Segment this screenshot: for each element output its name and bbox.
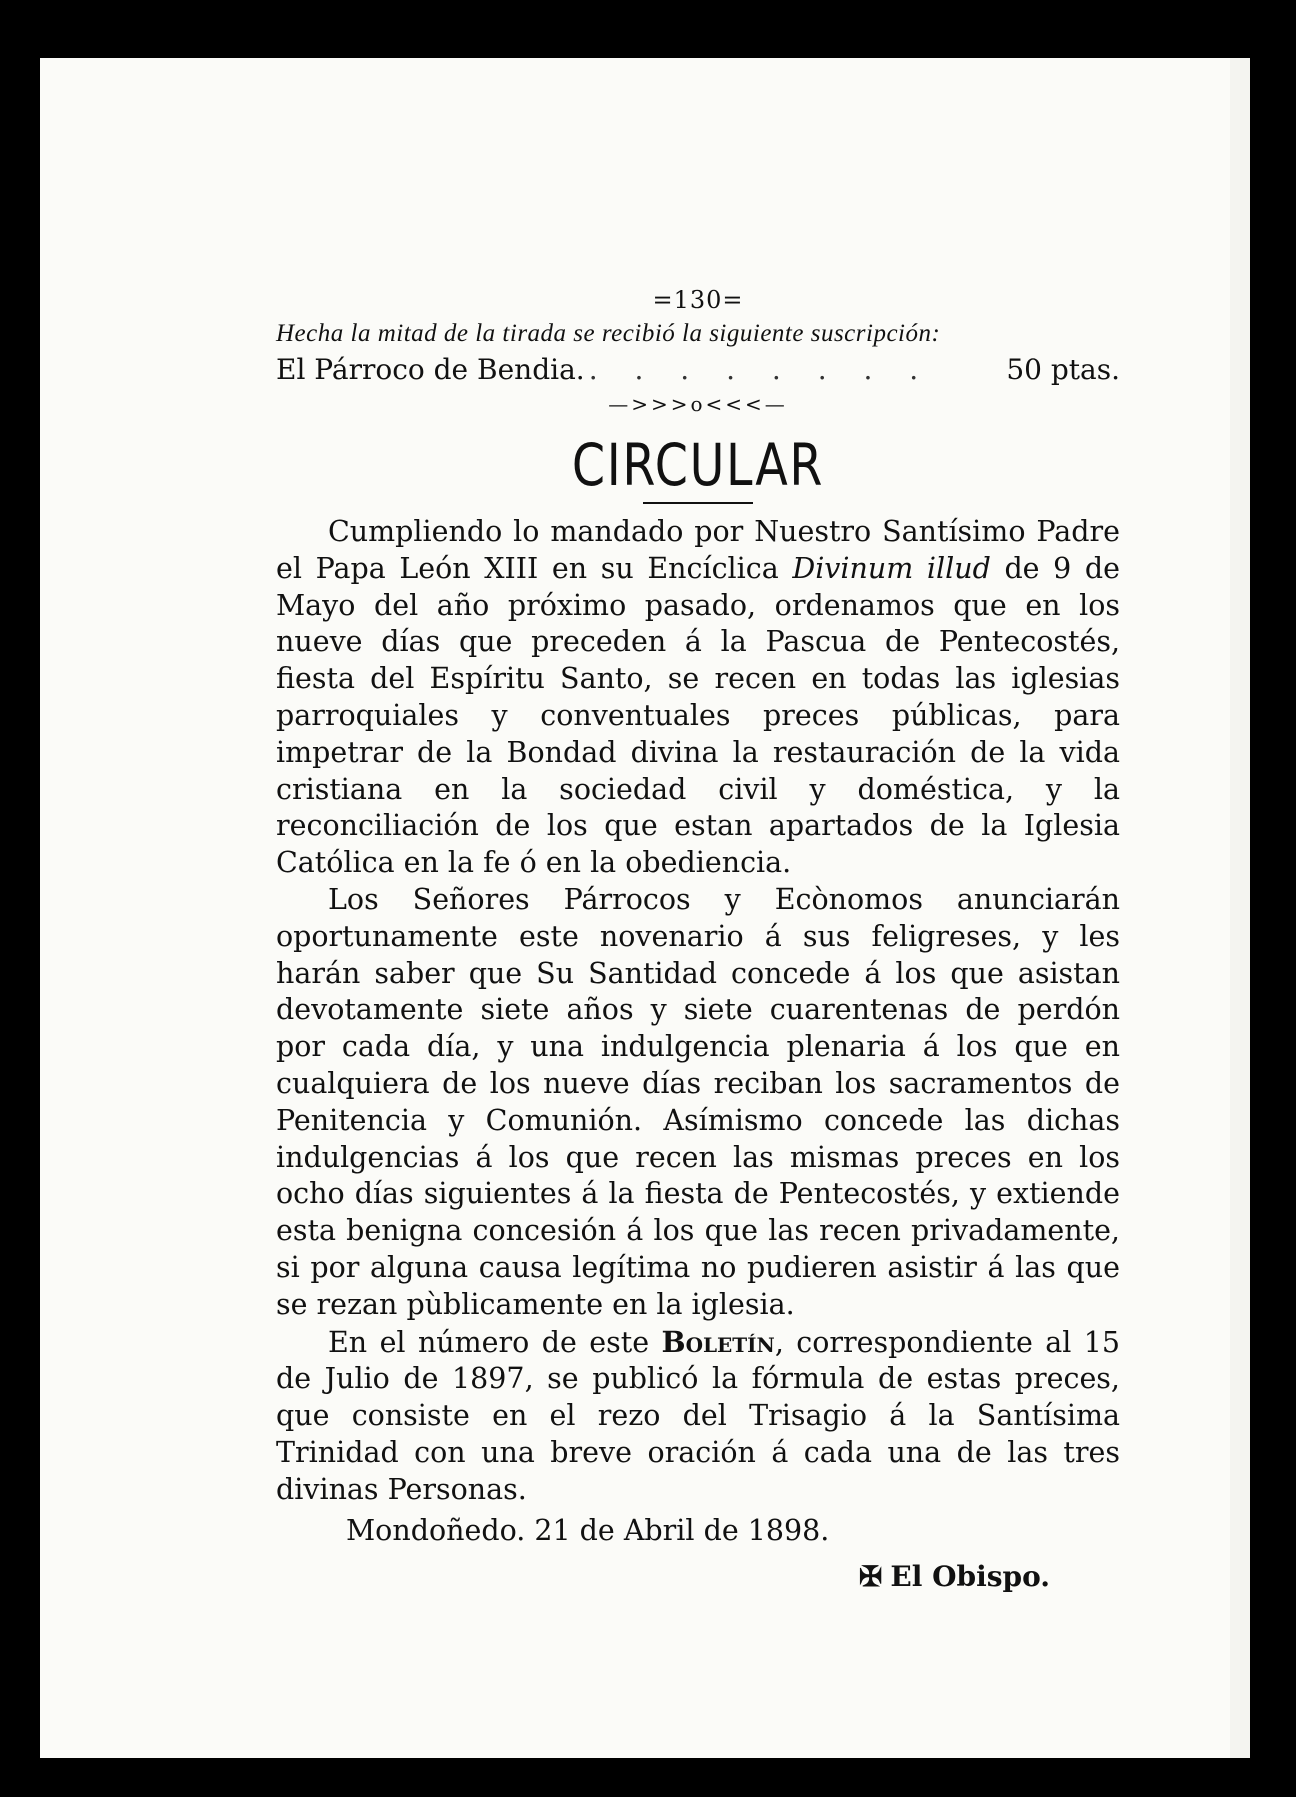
paragraph-3 [276,1324,1120,1509]
subscriber-name: El Párroco de Bendia. [276,353,585,386]
dot-leader: . . . . . . . . [588,353,933,386]
paragraph-2: Los Señores Párrocos y Ecònomos anunciarán oportunamente este novenario á sus feligreses, y les harán saber que Su Santidad concede á los que asistan devotamente siete años y siete cuarentenas de perdón por cada día, y una indulgencia plenaria á los que en cualquiera de los nueve días reciban los sacramentos de Penitencia y Comunión. Asímismo concede las dichas indulgencias á los que recen las mismas preces en los ocho días siguientes á la fiesta de Pentecostés, y extiende esta benigna concesión á los que las recen privadamente, si por alguna causa legítima no pudieren asistir á las que se rezan pùblicamente en la iglesia. [276,882,1120,1321]
text-column [276,258,1120,1597]
page-number: =130= [652,286,744,314]
paragraph-1 [276,514,1120,882]
page-title: CIRCULAR [571,431,825,499]
subscription-entry [276,350,1120,390]
encyclical-title: Divinum illud [792,551,991,585]
ornament-divider: —>>>o<<<— [608,392,788,416]
signature [276,1557,1050,1597]
paragraph-3-text-a: En el número de este [328,1325,662,1359]
next-page-edge [1230,58,1250,1758]
paragraph-3-text-b: , correspondiente al 15 de Julio de 1897, se publicó la fórmula de estas preces, que consiste en el rezo del Trisagio á la Santísima Trinidad con una breve oración á cada una de las tres divinas Personas. [276,1325,1120,1506]
paragraph-1-text-b: de 9 de Mayo del año próximo pasado, ordenamos que en los nueve días que preceden á la Pascua de Pentecostés, fiesta del Espíritu Santo, se recen en todas las iglesias parroquiales y conventuales preces públicas, para impetrar de la Bondad divina la restauración de la vida cristiana en la sociedad civil y doméstica, y la reconciliación de los que estan apartados de la Iglesia Católica en la fe ó en la obediencia. [276,551,1121,880]
subscription-amount: 50 ptas. [1006,353,1120,386]
subscription-note: Hecha la mitad de la tirada se recibió la siguiente suscripción: [276,320,941,347]
title-rule [643,502,753,504]
cross-icon: ✠ [858,1559,883,1593]
boletin-name: Boletín [661,1324,775,1359]
document-page [40,58,1230,1758]
dateline: Mondoñedo. 21 de Abril de 1898. [346,1513,830,1547]
paragraph-1-text-a: Cumpliendo lo mandado por Nuestro Santísimo Padre el Papa León XIII en su Encíclica [276,515,1120,585]
signature-text: El Obispo. [890,1559,1050,1593]
